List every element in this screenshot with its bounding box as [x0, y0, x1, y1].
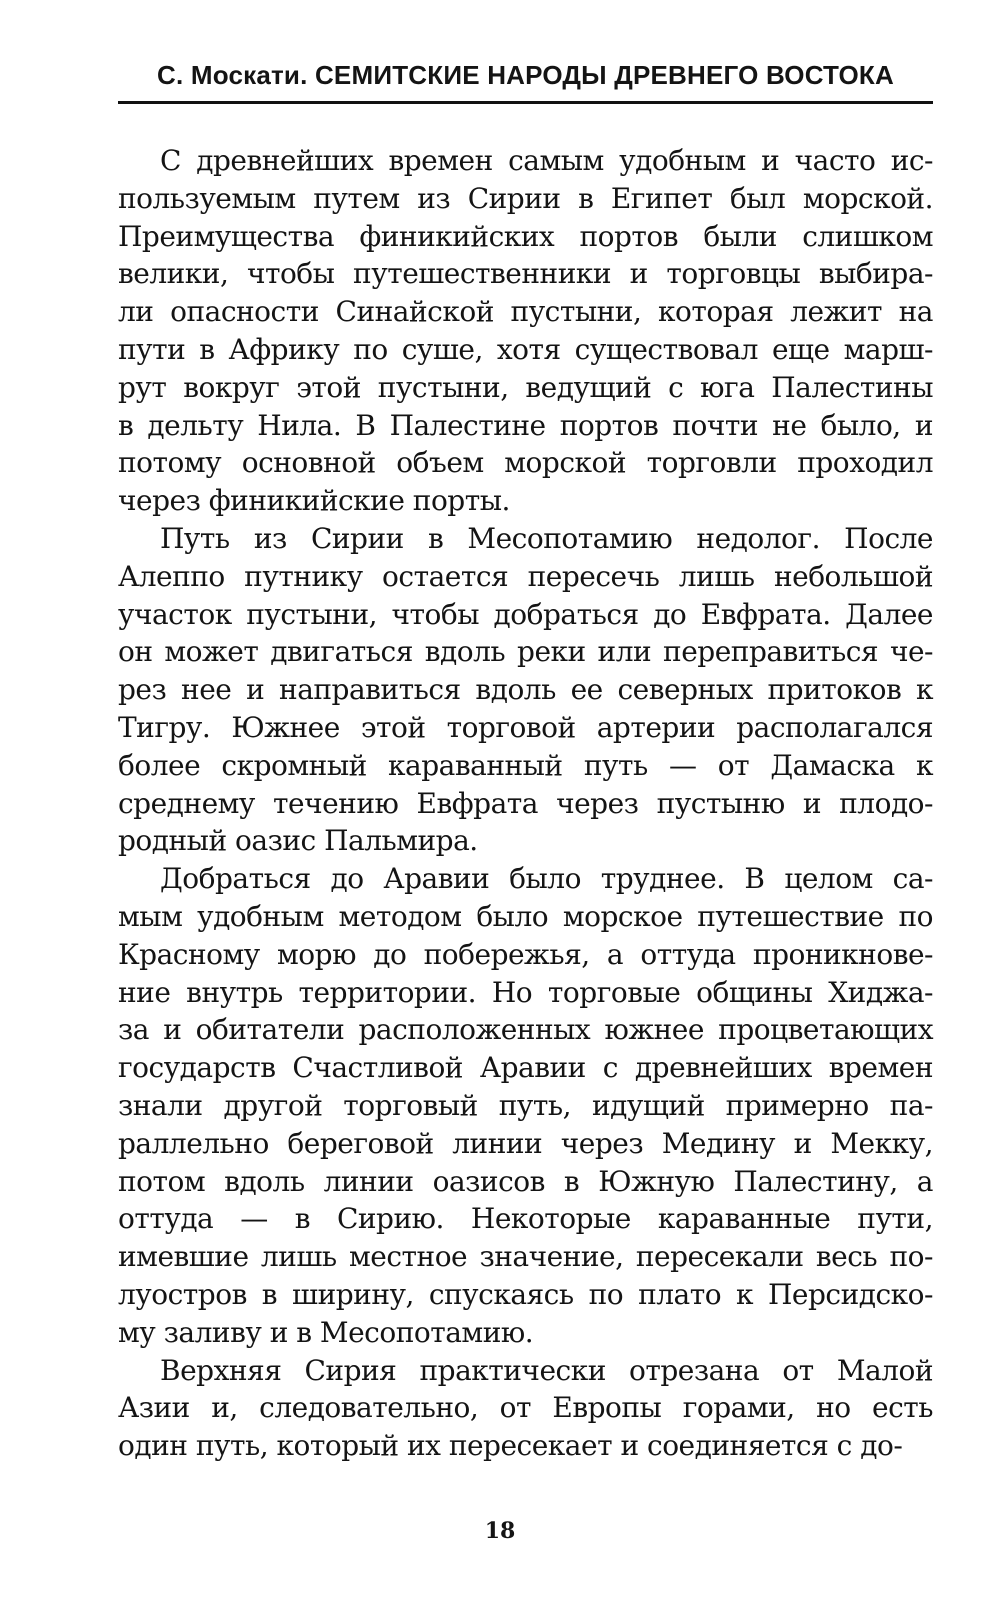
text-line: Азии и, следовательно, от Европы горами, но есть	[118, 1391, 933, 1425]
paragraph	[118, 1352, 933, 1465]
text-line: потом вдоль линии оазисов в Южную Палестину, а	[118, 1164, 933, 1198]
text-line: Верхняя Сирия практически отрезана от Малой	[160, 1353, 933, 1387]
paragraph	[118, 142, 933, 520]
page-number: 18	[484, 1518, 516, 1544]
text-line: Красному морю до побережья, а оттуда проникнове-	[118, 937, 933, 971]
text-line: мым удобным методом было морское путешествие по	[118, 899, 933, 933]
text-line: один путь, который их пересекает и соединяется с до-	[118, 1429, 903, 1463]
text-line: оттуда — в Сирию. Некоторые караванные пути,	[118, 1202, 933, 1236]
text-line: Тигру. Южнее этой торговой артерии располагался	[118, 710, 933, 744]
text-line: пользуемым путем из Сирии в Египет был морской.	[118, 181, 933, 215]
text-line: за и обитатели расположенных южнее процветающих	[118, 1013, 933, 1047]
paragraph	[118, 520, 933, 860]
text-line: он может двигаться вдоль реки или переправиться че-	[118, 635, 933, 669]
text-line: раллельно береговой линии через Медину и Мекку,	[118, 1126, 933, 1160]
text-line: рез нее и направиться вдоль ее северных притоков к	[118, 673, 933, 707]
text-line: му заливу и в Месопотамию.	[118, 1315, 534, 1349]
text-line: Добраться до Аравии было труднее. В целом са-	[160, 862, 933, 896]
text-line: ние внутрь территории. Но торговые общины Хиджа-	[118, 975, 933, 1009]
text-line: велики, чтобы путешественники и торговцы выбира-	[118, 257, 933, 291]
text-line: рут вокруг этой пустыни, ведущий с юга Палестины	[118, 370, 933, 404]
text-line: государств Счастливой Аравии с древнейших времен	[118, 1051, 933, 1085]
text-line: Алеппо путнику остается пересечь лишь небольшой	[118, 559, 933, 593]
text-line: родный оазис Пальмира.	[118, 824, 478, 858]
text-line: среднему течению Евфрата через пустыню и плодо-	[118, 786, 933, 820]
body-text	[118, 142, 933, 1465]
text-line: луостров в ширину, спускаясь по плато к Персидско-	[118, 1277, 933, 1311]
text-line: пути в Африку по суше, хотя существовал еще марш-	[118, 332, 933, 366]
paragraph	[118, 860, 933, 1351]
text-line: через финикийские порты.	[118, 484, 510, 518]
running-header: С. Москати. СЕМИТСКИЕ НАРОДЫ ДРЕВНЕГО ВОСТОКА	[157, 60, 894, 90]
text-line: потому основной объем морской торговли проходил	[118, 446, 933, 480]
text-line: ли опасности Синайской пустыни, которая лежит на	[118, 295, 933, 329]
text-line: имевшие лишь местное значение, пересекали весь по-	[118, 1240, 933, 1274]
text-line: более скромный караванный путь — от Дамаска к	[118, 748, 933, 782]
header-rule	[118, 101, 933, 104]
text-line: С древнейших времен самым удобным и часто ис-	[160, 144, 933, 177]
text-line: в дельту Нила. В Палестине портов почти не было, и	[118, 408, 933, 442]
text-line: знали другой торговый путь, идущий примерно па-	[118, 1088, 933, 1122]
text-line: Путь из Сирии в Месопотамию недолог. После	[160, 521, 933, 555]
text-line: участок пустыни, чтобы добраться до Евфрата. Далее	[118, 597, 933, 631]
text-line: Преимущества финикийских портов были слишком	[118, 219, 933, 253]
